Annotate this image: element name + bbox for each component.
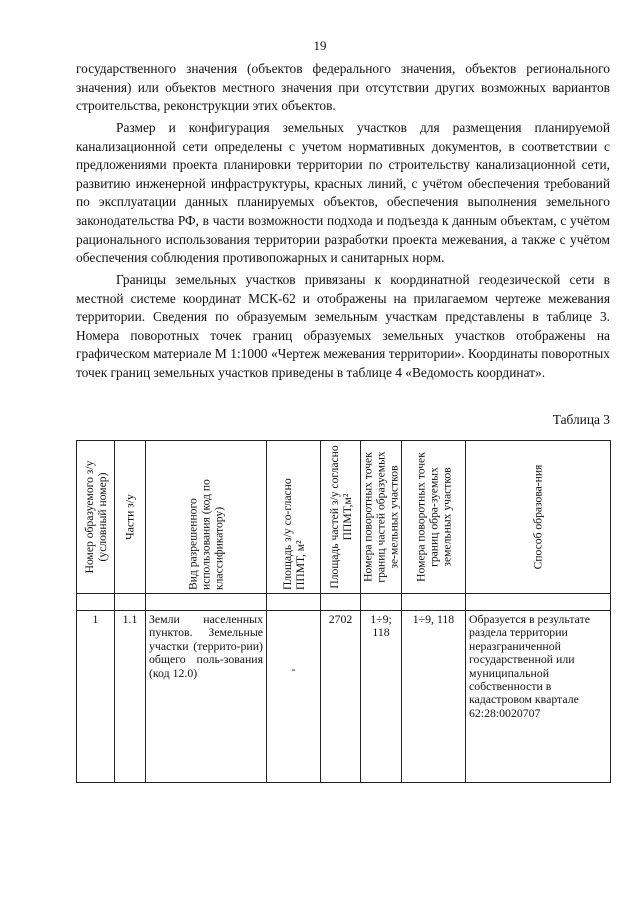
table-row [77,611,611,783]
page-number: 19 [313,38,327,53]
header-formation-method: Способ образова-ния [466,441,611,594]
area-dash: - [291,662,296,676]
header-points-parts: Номера поворотных точек границ частей образуемых зе-мельных участков [361,441,402,594]
cell-parts: 1.1 [115,611,146,783]
header-permitted-use: Вид разрешенного использования (код по классификатору) [146,441,267,594]
cell-formation-method: Образуется в результате раздела территории неразграниченной государственной или муниципальной собственности в кадастровом квартале 62:28:0020707 [466,611,611,783]
paragraph-1-text: государственного значения (объектов федерального значения, объектов регионального значения) или объектов местного значения при отсутствии других возможных вариантов строительства, реконструкции этих объектов. [76,61,610,114]
cell-lot-number: 1 [77,611,115,783]
cell-points-lots: 1÷9, 118 [402,611,466,783]
paragraph-continuation [76,60,610,116]
table-spacer-row [77,594,611,611]
cell-area-ppmt [267,611,321,783]
cell-parts-area: 2702 [321,611,361,783]
header-lot-number: Номер образуемого з/у (условный номер) [77,441,115,594]
land-plots-table [76,440,611,783]
header-parts-area: Площадь частей з/у согласно ППМТ,м² [321,441,361,594]
table-caption: Таблица 3 [552,412,610,427]
cell-points-parts: 1÷9; 118 [361,611,402,783]
header-parts: Части з/у [115,441,146,594]
header-points-lots: Номера поворотных точек границ обра-зуемых земельных участков [402,441,466,594]
paragraph-2-text: Размер и конфигурация земельных участков для размещения планируемой канализационной сети определены с учетом нормативных документов, в соответствии с предложениями проекта планировки территории по строительству канализационной сети, развитию инженерной инфраструктуры, красных линий, с учётом обеспечения требований по эксплуатации данных планируемых объектов, обеспечения выполнения земельного законодательства РФ, в части возможности подхода и подъезда к данным объектам, с учётом рационального использования территории разработки проекта межевания, а также с учётом обеспечения соблюдения противопожарных и санитарных норм. [76,120,610,266]
paragraph-coordinate-system [76,271,610,383]
cell-permitted-use: Земли населенных пунктов. Земельные участки (террито-рии) общего поль-зования (код 12.0) [146,611,267,783]
paragraph-3-text: Границы земельных участков привязаны к координатной геодезической сети в местной системе координат МСК-62 и отображены на прилагаемом чертеже межевания территории. Сведения по образуемым земельным участкам представлены в таблице 3. Номера поворотных точек границ образуемых земельных участков отображены на графическом материале М 1:1000 «Чертеж межевания территории». Координаты поворотных точек границ земельных участков приведены в таблице 4 «Ведомость координат». [76,272,610,380]
table-header-row [77,441,611,594]
header-area-ppmt: Площадь з/у со-гласно ППМТ, м² [267,441,321,594]
paragraph-plot-configuration [76,119,610,268]
